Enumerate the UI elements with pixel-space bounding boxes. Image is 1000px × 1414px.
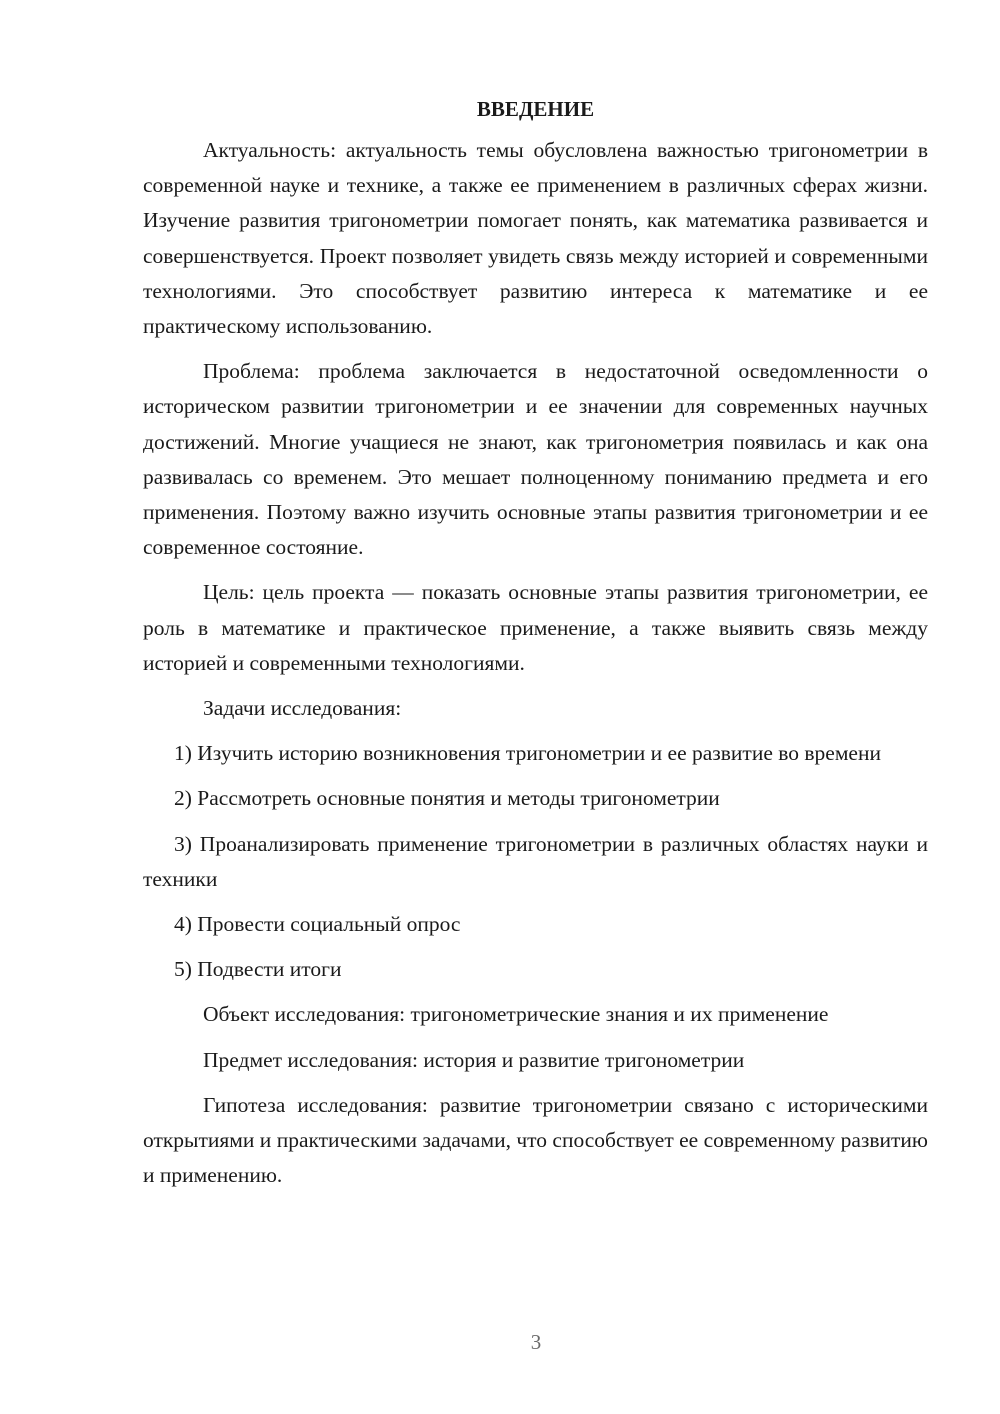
problem-paragraph: Проблема: проблема заключается в недостаточной осведомленности о историческом развитии тригонометрии и ее значении для современных научных достижений. Многие учащиеся не знают, как тригонометрия появилась и как она развивалась со временем. Это мешает полноценному пониманию предмета и его применения. Поэтому важно изучить основные этапы развития тригонометрии и ее современное состояние. — [143, 359, 928, 560]
list-item: 5) Подвести итоги — [174, 957, 342, 982]
page-content — [143, 92, 928, 1203]
tasks-heading: Задачи исследования: — [203, 696, 402, 721]
goal-paragraph: Цель: цель проекта — показать основные этапы развития тригонометрии, ее роль в математике и практическое применение, а также выявить связь между историей и современными технологиями. — [143, 580, 928, 675]
page-title: ВВЕДЕНИЕ — [476, 97, 595, 121]
subject-paragraph: Предмет исследования: история и развитие тригонометрии — [203, 1047, 745, 1072]
object-paragraph: Объект исследования: тригонометрические знания и их применение — [203, 1002, 829, 1027]
list-item: 4) Провести социальный опрос — [174, 912, 461, 937]
hypothesis-paragraph: Гипотеза исследования: развитие тригонометрии связано с историческими открытиями и практическими задачами, что способствует ее современному развитию и применению. — [143, 1092, 928, 1188]
page-number: 3 — [530, 1330, 542, 1354]
relevance-paragraph: Актуальность: актуальность темы обусловлена важностью тригонометрии в современной науке и технике, а также ее применением в различных сферах жизни. Изучение развития тригонометрии помогает понять, как математика развивается и совершенствуется. Проект позволяет увидеть связь между историей и современными технологиями. Это способствует развитию интереса к математике и ее практическому использованию. — [143, 138, 928, 339]
tasks-list — [143, 736, 928, 987]
list-item: 2) Рассмотреть основные понятия и методы тригонометрии — [174, 786, 720, 811]
list-item: 1) Изучить историю возникновения тригонометрии и ее развитие во времени — [174, 741, 881, 766]
list-item: 3) Проанализировать применение тригонометрии в различных областях науки и техники — [143, 831, 928, 891]
